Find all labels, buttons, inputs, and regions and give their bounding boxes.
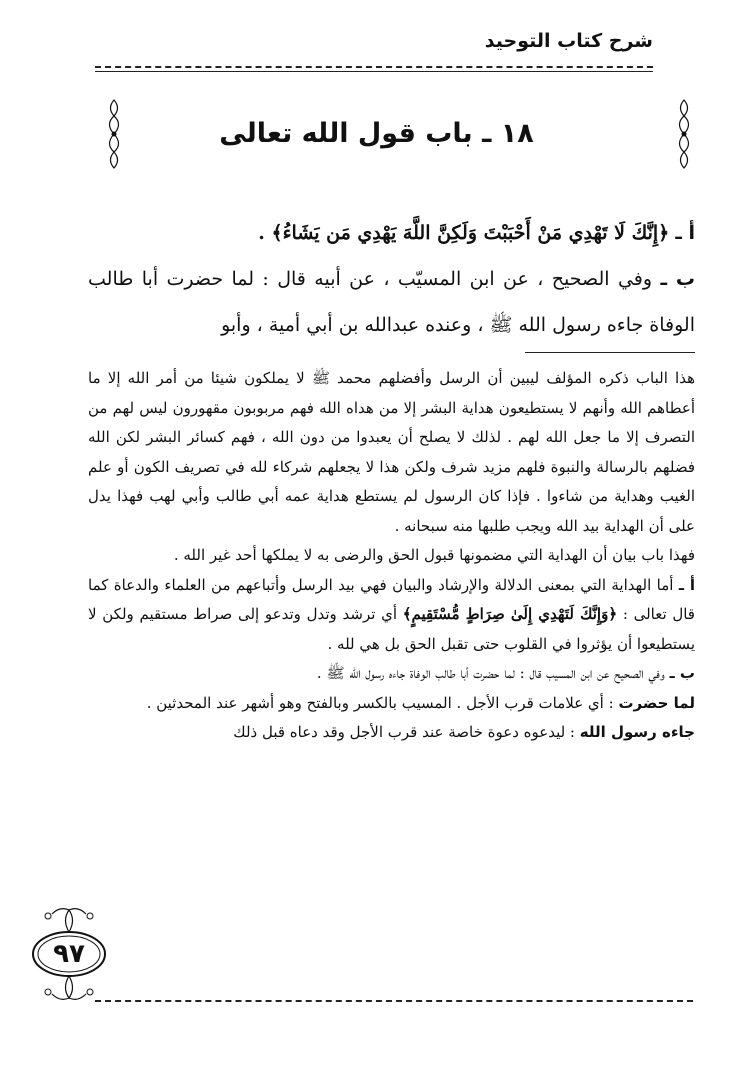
commentary-para-5	[88, 689, 695, 719]
item-a-verse: ﴿إِنَّكَ لَا تَهْدِي مَنْ أَحْبَبْتَ وَلَكِنَّ اللَّهَ يَهْدِي مَن يَشَاءُ﴾ .	[258, 222, 670, 244]
right-ornament-icon	[673, 98, 695, 170]
commentary-para-4	[88, 659, 695, 689]
running-header: شرح كتاب التوحيد	[484, 30, 653, 52]
commentary	[88, 364, 695, 748]
para3-marker: أ ـ	[678, 575, 695, 594]
chapter-title: ١٨ ـ باب قول الله تعالى	[219, 118, 534, 149]
commentary-para-2: فهذا باب بيان أن الهداية التي مضمونها قبول الحق والرضى به لا يملكها أحد غير الله .	[173, 546, 695, 564]
main-item-b	[88, 256, 695, 348]
item-a-marker: أ ـ	[675, 222, 695, 244]
page-number: ٩٧	[53, 939, 85, 969]
footnote-separator	[525, 352, 695, 353]
commentary-para-6	[88, 718, 695, 748]
commentary-para-3	[88, 571, 695, 660]
main-item-a	[88, 210, 695, 256]
para5-text: : أي علامات قرب الأجل . المسيب بالكسر وبالفتح وهو أشهر عند المحدثين .	[146, 693, 614, 712]
para4-marker: ب ـ	[669, 664, 695, 682]
header-dashed-rule	[95, 66, 653, 68]
header-solid-rule	[95, 71, 653, 72]
para3-text: أما الهداية التي بمعنى الدلالة والإرشاد والبيان فهي بيد الرسل وأتباعهم من العلماء والدعاة كما قال تعالى :	[88, 575, 695, 623]
main-text	[88, 210, 695, 348]
para6-term: جاءه رسول الله	[579, 723, 695, 741]
item-b-marker: ب ـ	[660, 268, 695, 290]
para3-rest: أي ترشد وتدل وتدعو إلى صراط مستقيم ولكن لا يستطيعوا أن يؤثروا في القلوب حتى تقبل الحق بل هي لله .	[88, 605, 695, 653]
footer-dashed-rule	[95, 1000, 693, 1002]
item-b-text: وفي الصحيح ، عن ابن المسيّب ، عن أبيه قال : لما حضرت أبا طالب الوفاة جاءه رسول الله ﷺ ، وعنده عبدالله بن أبي أمية ، وأبو	[88, 268, 695, 336]
para4-text: وفي الصحيح عن ابن المسيب قال : لما حضرت أبا طالب الوفاة جاءه رسول الله ﷺ .	[316, 664, 665, 682]
para3-verse: ﴿وَإِنَّكَ لَتَهْدِي إِلَىٰ صِرَاطٍ مُّسْتَقِيمٍ﴾	[402, 605, 618, 623]
left-ornament-icon	[103, 98, 125, 170]
para5-term: لما حضرت	[618, 693, 695, 712]
para6-text: : ليدعوه دعوة خاصة عند قرب الأجل وقد دعاه قبل ذلك	[233, 723, 575, 741]
commentary-para-1: هذا الباب ذكره المؤلف ليبين أن الرسل وأفضلهم محمد ﷺ لا يملكون شيئا من أمر الله إلا ما أعطاهم الله وأنهم لا يستطيعون هداية البشر إلا من هداه الله فهم مربوبون مقهورون ليس لهم من التصرف إلا ما جعل الله لهم . لذلك لا يصلح أن يعبدوا من دون الله ، فهم كسائر البشر لكن الله فضلهم بالرسالة والنبوة فلهم مزيد شرف ولكن هذا لا يجعلهم شركاء لله في تصريف الكون أو علم الغيب وهداية من شاءوا . فإذا كان الرسول لم يستطع هداية عمه أبي طالب وأبي لهب فهذا يدل على أن الهداية بيد الله ويجب طلبها منه سبحانه .	[88, 369, 695, 535]
page-number-frame	[22, 898, 118, 1010]
